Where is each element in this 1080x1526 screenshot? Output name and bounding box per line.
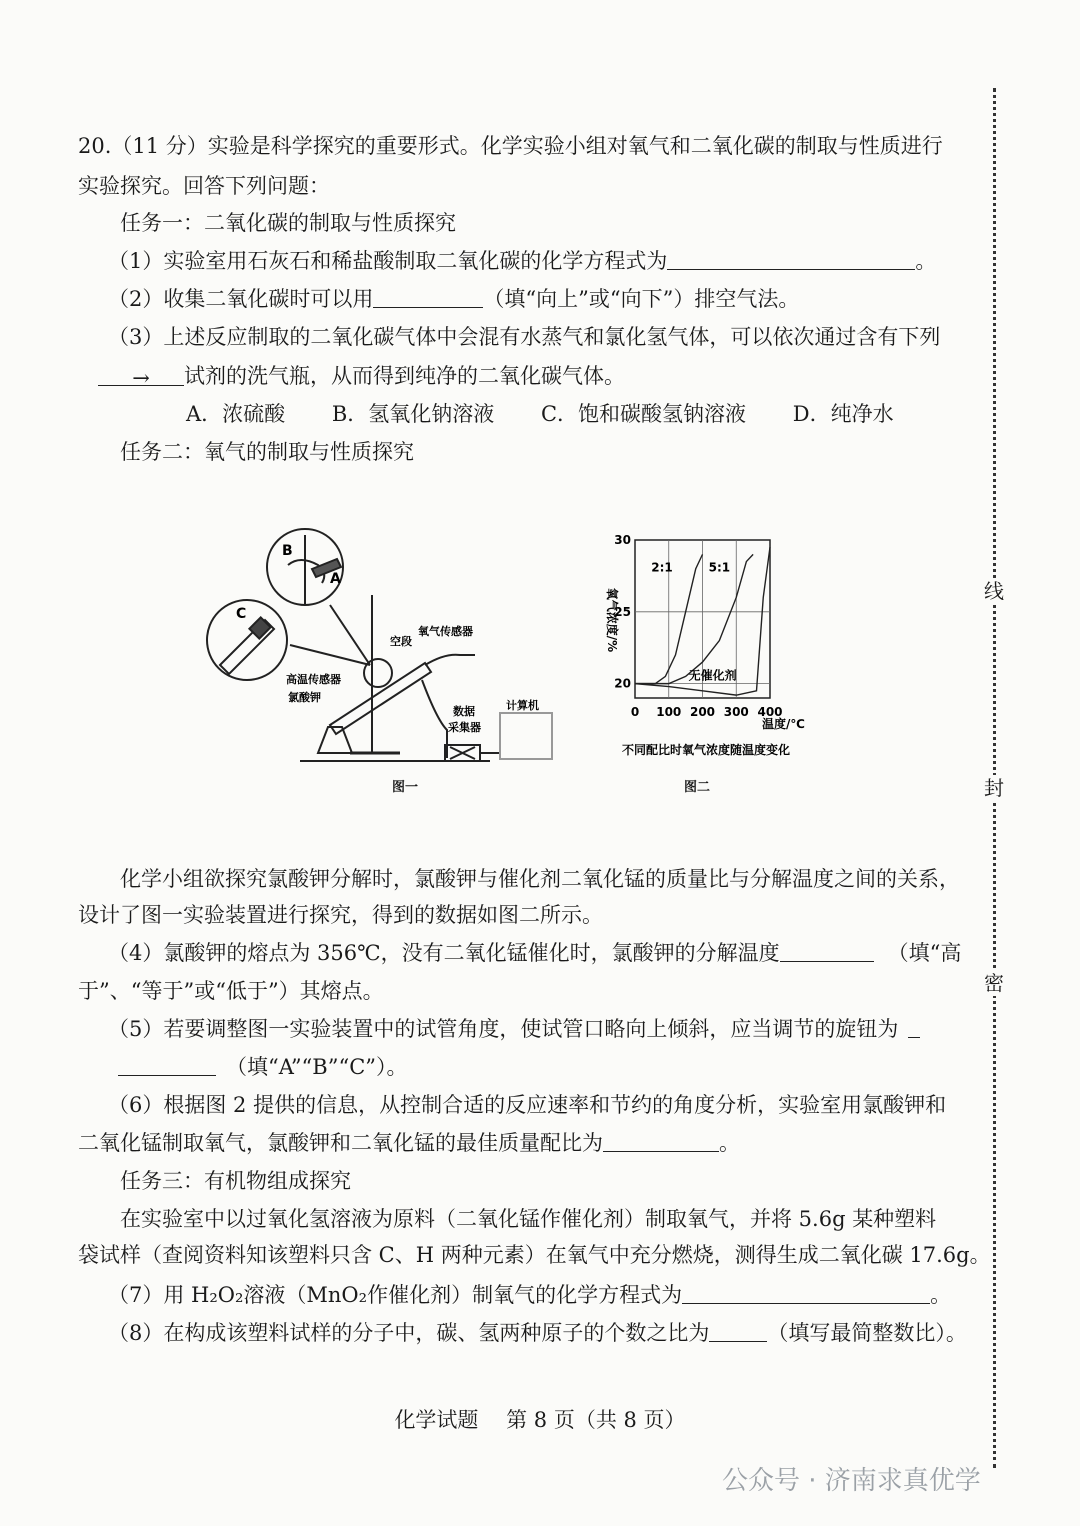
q8	[108, 1318, 967, 1348]
chart-x-tick-label: 300	[723, 705, 749, 719]
q6-end: 。	[719, 1131, 740, 1155]
chart-x-tick-label: 0	[630, 705, 640, 719]
q8-end: （填写最简整数比）。	[767, 1321, 967, 1345]
label-c: C	[236, 606, 247, 622]
q7-text: （7）用 H₂O₂溶液（MnO₂作催化剂）制氧气的化学方程式为	[108, 1283, 683, 1307]
q2	[108, 284, 799, 314]
q8-text: （8）在构成该塑料试样的分子中，碳、氢两种原子的个数之比为	[108, 1321, 710, 1345]
q6-line1: （6）根据图 2 提供的信息，从控制合适的反应速率和节约的角度分析，实验室用氯酸钾和	[108, 1093, 947, 1117]
option-c: C．饱和碳酸氢钠溶液	[540, 402, 747, 426]
label-air-valve: 空段	[390, 635, 412, 648]
label-computer: 计算机	[506, 699, 539, 712]
figure1-caption: 图一	[392, 780, 419, 795]
label-oxygen-sensor: 氧气传感器	[418, 625, 473, 638]
q2-answer-blank[interactable]	[373, 285, 483, 308]
q1-answer-blank[interactable]	[667, 247, 915, 270]
q7	[108, 1280, 951, 1310]
task3-line2: 袋试样（查阅资料知该塑料只含 C、H 两种元素）在氧气中充分燃烧，测得生成二氧化碳 17.6g。	[78, 1243, 991, 1267]
binding-char-feng: 封	[981, 775, 1007, 801]
q1-end: 。	[915, 249, 937, 273]
q2-end: （填“向上”或“向下”）排空气法。	[483, 287, 800, 311]
figure2-chart	[590, 528, 820, 768]
question-header: 20.（11 分）实验是科学探究的重要形式。化学实验小组对氧气和二氧化碳的制取与性质进行	[78, 134, 943, 158]
chart-y-tick-label: 25	[614, 604, 631, 619]
q3-options	[186, 399, 934, 429]
task3-title: 任务三：有机物组成探究	[120, 1169, 351, 1193]
label-a: A	[330, 571, 341, 587]
option-a: A．浓硫酸	[186, 402, 286, 426]
q1-text: （1）实验室用石灰石和稀盐酸制取二氧化碳的化学方程式为	[108, 249, 668, 273]
page-footer: 化学试题 第 8 页（共 8 页）	[394, 1408, 686, 1432]
chart-y-tick-label: 30	[614, 533, 631, 547]
task3-line1: 在实验室中以过氧化氢溶液为原料（二氧化锰作催化剂）制取氧气，并将 5.6g 某种塑料	[120, 1207, 937, 1231]
figure2-caption: 图二	[684, 780, 711, 795]
q3-text: 试剂的洗气瓶，从而得到纯净的二氧化碳气体。	[184, 364, 625, 388]
intro-line1: 化学小组欲探究氯酸钾分解时，氯酸钾与催化剂二氧化锰的质量比与分解温度之间的关系，	[120, 867, 960, 891]
chart-subtitle: 不同配比时氧气浓度随温度变化	[621, 743, 791, 757]
chart-series-label: 无催化剂	[688, 668, 737, 683]
q7-end: 。	[930, 1283, 952, 1307]
label-collector-2: 采集器	[448, 721, 481, 734]
q3-line2	[98, 361, 625, 391]
label-temp-sensor: 高温传感器	[286, 673, 341, 686]
q5-line1	[108, 1014, 920, 1044]
q4-text: （4）氯酸钾的熔点为 356℃，没有二氧化锰催化时，氯酸钾的分解温度	[108, 941, 780, 965]
chart-series-label: 5:1	[708, 560, 731, 575]
q6-answer-blank[interactable]	[603, 1129, 719, 1152]
task2-title: 任务二：氧气的制取与性质探究	[120, 440, 414, 464]
q5-end: （填“A”“B”“C”）。	[226, 1055, 408, 1079]
chart-x-tick-label: 400	[757, 705, 783, 719]
q4-line2: 于”、“等于”或“低于”）其熔点。	[78, 979, 384, 1003]
chart-y-tick-label: 20	[614, 676, 631, 691]
q3-arrow: →	[132, 366, 150, 390]
q4-line1	[108, 938, 961, 968]
chart-xlabel: 温度/℃	[762, 717, 805, 731]
binding-char-xian: 线	[981, 578, 1007, 604]
q5-line2	[118, 1052, 408, 1082]
q2-text: （2）收集二氧化碳时可以用	[108, 287, 374, 311]
binding-char-mi: 密	[981, 970, 1007, 996]
magnify-circle-c	[207, 600, 287, 680]
figure1-apparatus	[200, 525, 570, 770]
chart-ylabel: 氧气浓度/%	[605, 587, 619, 653]
q8-answer-blank[interactable]	[709, 1319, 767, 1342]
q4-answer-blank[interactable]	[780, 939, 874, 962]
q7-answer-blank[interactable]	[682, 1281, 930, 1304]
q6-line2	[78, 1128, 740, 1158]
option-b: B．氢氧化钠溶液	[331, 402, 495, 426]
option-d: D．纯净水	[792, 402, 894, 426]
q3-answer-blank[interactable]	[98, 363, 184, 390]
label-kclo3: 氯酸钾	[288, 691, 321, 704]
q5-text: （5）若要调整图一实验装置中的试管角度，使试管口略向上倾斜，应当调节的旋钮为	[108, 1017, 899, 1041]
intro-line2: 设计了图一实验装置进行探究，得到的数据如图二所示。	[78, 903, 603, 927]
task1-title: 任务一：二氧化碳的制取与性质探究	[120, 211, 456, 235]
chart-series-label: 2:1	[651, 560, 673, 575]
q4-end: （填“高	[887, 941, 962, 965]
chart-x-tick-label: 100	[656, 705, 682, 719]
label-b: B	[282, 543, 293, 559]
question-header-cont: 实验探究。回答下列问题：	[78, 174, 330, 198]
q6-text: 二氧化锰制取氧气，氯酸钾和二氧化锰的最佳质量配比为	[78, 1131, 603, 1155]
label-collector-1: 数据	[453, 705, 475, 718]
watermark: 公众号 · 济南求真优学	[722, 1466, 981, 1496]
chart-x-tick-label: 200	[689, 705, 716, 719]
q5-answer-blank[interactable]	[118, 1053, 216, 1076]
q3-line1: （3）上述反应制取的二氧化碳气体中会混有水蒸气和氯化氢气体，可以依次通过含有下列	[108, 325, 941, 349]
q1	[108, 246, 936, 276]
q5-answer-blank-a[interactable]	[908, 1015, 920, 1038]
